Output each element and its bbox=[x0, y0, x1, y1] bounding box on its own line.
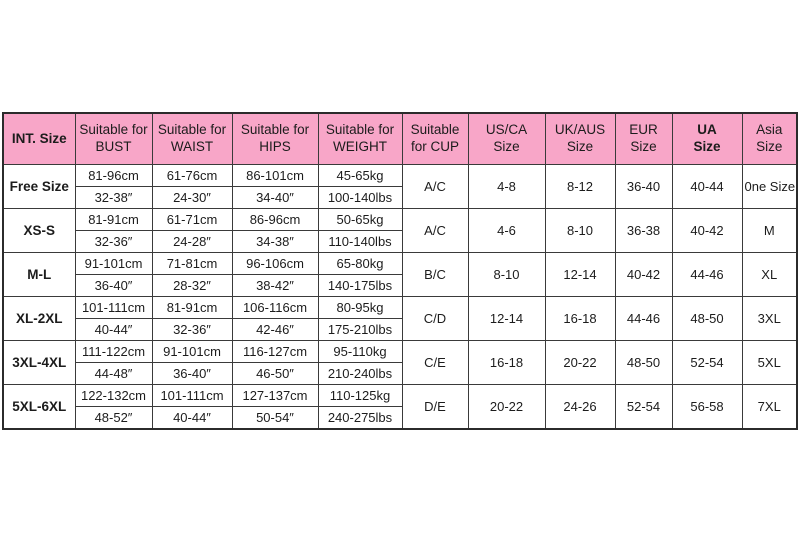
cup-cell: B/C bbox=[402, 253, 468, 297]
bust-in-cell: 40-44″ bbox=[75, 319, 152, 341]
header-cup bbox=[402, 113, 468, 165]
uk-aus-cell: 24-26 bbox=[545, 385, 615, 430]
hips-in-cell: 34-38″ bbox=[232, 231, 318, 253]
us-ca-cell: 12-14 bbox=[468, 297, 545, 341]
header-label: UK/AUS bbox=[554, 122, 606, 138]
bust-cm-cell: 122-132cm bbox=[75, 385, 152, 407]
header-label: Size bbox=[566, 139, 594, 154]
table-row bbox=[3, 165, 797, 187]
hips-cm-cell: 127-137cm bbox=[232, 385, 318, 407]
header-label: INT. Size bbox=[11, 130, 67, 146]
cup-cell: A/C bbox=[402, 209, 468, 253]
waist-in-cell: 40-44″ bbox=[152, 407, 232, 430]
weight-kg-cell: 45-65kg bbox=[318, 165, 402, 187]
size-label-cell: 3XL-4XL bbox=[3, 341, 75, 385]
header-label: BUST bbox=[95, 139, 132, 154]
table-row bbox=[3, 297, 797, 319]
hips-in-cell: 50-54″ bbox=[232, 407, 318, 430]
weight-lbs-cell: 210-240lbs bbox=[318, 363, 402, 385]
header-label: for CUP bbox=[410, 139, 459, 154]
eur-cell: 36-40 bbox=[615, 165, 672, 209]
header-label: Size bbox=[756, 139, 783, 154]
bust-cm-cell: 91-101cm bbox=[75, 253, 152, 275]
hips-in-cell: 38-42″ bbox=[232, 275, 318, 297]
hips-cm-cell: 86-96cm bbox=[232, 209, 318, 231]
bust-cm-cell: 81-91cm bbox=[75, 209, 152, 231]
us-ca-cell: 8-10 bbox=[468, 253, 545, 297]
header-bust bbox=[75, 113, 152, 165]
weight-lbs-cell: 140-175lbs bbox=[318, 275, 402, 297]
weight-kg-cell: 65-80kg bbox=[318, 253, 402, 275]
cup-cell: C/D bbox=[402, 297, 468, 341]
size-label-cell: M-L bbox=[3, 253, 75, 297]
asia-cell: 5XL bbox=[742, 341, 797, 385]
size-label-cell: XL-2XL bbox=[3, 297, 75, 341]
uk-aus-cell: 20-22 bbox=[545, 341, 615, 385]
header-eur bbox=[615, 113, 672, 165]
weight-kg-cell: 50-65kg bbox=[318, 209, 402, 231]
weight-kg-cell: 80-95kg bbox=[318, 297, 402, 319]
header-label: Asia bbox=[756, 122, 783, 138]
waist-cm-cell: 71-81cm bbox=[152, 253, 232, 275]
waist-in-cell: 28-32″ bbox=[152, 275, 232, 297]
header-label: Size bbox=[493, 139, 520, 154]
waist-cm-cell: 81-91cm bbox=[152, 297, 232, 319]
ua-cell: 52-54 bbox=[672, 341, 742, 385]
waist-in-cell: 32-36″ bbox=[152, 319, 232, 341]
hips-in-cell: 34-40″ bbox=[232, 187, 318, 209]
header-weight bbox=[318, 113, 402, 165]
weight-kg-cell: 110-125kg bbox=[318, 385, 402, 407]
us-ca-cell: 20-22 bbox=[468, 385, 545, 430]
header-label: Suitable bbox=[410, 122, 460, 138]
weight-lbs-cell: 100-140lbs bbox=[318, 187, 402, 209]
size-label-cell: XS-S bbox=[3, 209, 75, 253]
header-label: WEIGHT bbox=[333, 139, 387, 154]
header-label: Suitable for bbox=[240, 122, 310, 138]
us-ca-cell: 4-6 bbox=[468, 209, 545, 253]
eur-cell: 52-54 bbox=[615, 385, 672, 430]
uk-aus-cell: 8-10 bbox=[545, 209, 615, 253]
eur-cell: 40-42 bbox=[615, 253, 672, 297]
bust-in-cell: 36-40″ bbox=[75, 275, 152, 297]
waist-cm-cell: 61-76cm bbox=[152, 165, 232, 187]
hips-cm-cell: 86-101cm bbox=[232, 165, 318, 187]
header-label: Size bbox=[630, 139, 657, 154]
eur-cell: 48-50 bbox=[615, 341, 672, 385]
hips-cm-cell: 96-106cm bbox=[232, 253, 318, 275]
cup-cell: D/E bbox=[402, 385, 468, 430]
cup-cell: C/E bbox=[402, 341, 468, 385]
header-label: US/CA bbox=[485, 122, 528, 138]
header-us-ca bbox=[468, 113, 545, 165]
header-int-size bbox=[3, 113, 75, 165]
table-row bbox=[3, 385, 797, 407]
header-asia bbox=[742, 113, 797, 165]
header-row bbox=[3, 113, 797, 165]
table-row bbox=[3, 209, 797, 231]
cup-cell: A/C bbox=[402, 165, 468, 209]
hips-in-cell: 46-50″ bbox=[232, 363, 318, 385]
asia-cell: M bbox=[742, 209, 797, 253]
size-chart-table bbox=[2, 112, 798, 430]
uk-aus-cell: 12-14 bbox=[545, 253, 615, 297]
waist-in-cell: 24-28″ bbox=[152, 231, 232, 253]
header-label: UA bbox=[697, 122, 717, 138]
ua-cell: 40-44 bbox=[672, 165, 742, 209]
header-uk-aus bbox=[545, 113, 615, 165]
hips-in-cell: 42-46″ bbox=[232, 319, 318, 341]
header-label: WAIST bbox=[170, 139, 214, 154]
bust-cm-cell: 111-122cm bbox=[75, 341, 152, 363]
bust-in-cell: 32-36″ bbox=[75, 231, 152, 253]
header-label: Size bbox=[693, 139, 721, 154]
ua-cell: 56-58 bbox=[672, 385, 742, 430]
size-label-cell: Free Size bbox=[3, 165, 75, 209]
uk-aus-cell: 8-12 bbox=[545, 165, 615, 209]
asia-cell: 7XL bbox=[742, 385, 797, 430]
asia-cell: XL bbox=[742, 253, 797, 297]
waist-in-cell: 36-40″ bbox=[152, 363, 232, 385]
size-label-cell: 5XL-6XL bbox=[3, 385, 75, 430]
header-label: Suitable for bbox=[79, 122, 148, 138]
weight-kg-cell: 95-110kg bbox=[318, 341, 402, 363]
bust-in-cell: 44-48″ bbox=[75, 363, 152, 385]
bust-in-cell: 48-52″ bbox=[75, 407, 152, 430]
ua-cell: 40-42 bbox=[672, 209, 742, 253]
header-waist bbox=[152, 113, 232, 165]
weight-lbs-cell: 240-275lbs bbox=[318, 407, 402, 430]
us-ca-cell: 4-8 bbox=[468, 165, 545, 209]
waist-cm-cell: 61-71cm bbox=[152, 209, 232, 231]
table-row bbox=[3, 341, 797, 363]
ua-cell: 48-50 bbox=[672, 297, 742, 341]
us-ca-cell: 16-18 bbox=[468, 341, 545, 385]
hips-cm-cell: 106-116cm bbox=[232, 297, 318, 319]
hips-cm-cell: 116-127cm bbox=[232, 341, 318, 363]
eur-cell: 36-38 bbox=[615, 209, 672, 253]
bust-cm-cell: 101-111cm bbox=[75, 297, 152, 319]
bust-cm-cell: 81-96cm bbox=[75, 165, 152, 187]
weight-lbs-cell: 110-140lbs bbox=[318, 231, 402, 253]
ua-cell: 44-46 bbox=[672, 253, 742, 297]
asia-cell: 0ne Size bbox=[742, 165, 797, 209]
waist-in-cell: 24-30″ bbox=[152, 187, 232, 209]
header-label: EUR bbox=[629, 122, 658, 138]
waist-cm-cell: 91-101cm bbox=[152, 341, 232, 363]
header-hips bbox=[232, 113, 318, 165]
header-label: HIPS bbox=[259, 139, 291, 154]
eur-cell: 44-46 bbox=[615, 297, 672, 341]
uk-aus-cell: 16-18 bbox=[545, 297, 615, 341]
header-label: Suitable for bbox=[325, 122, 395, 138]
waist-cm-cell: 101-111cm bbox=[152, 385, 232, 407]
weight-lbs-cell: 175-210lbs bbox=[318, 319, 402, 341]
header-label: Suitable for bbox=[157, 122, 227, 138]
bust-in-cell: 32-38″ bbox=[75, 187, 152, 209]
header-ua bbox=[672, 113, 742, 165]
asia-cell: 3XL bbox=[742, 297, 797, 341]
table-row bbox=[3, 253, 797, 275]
